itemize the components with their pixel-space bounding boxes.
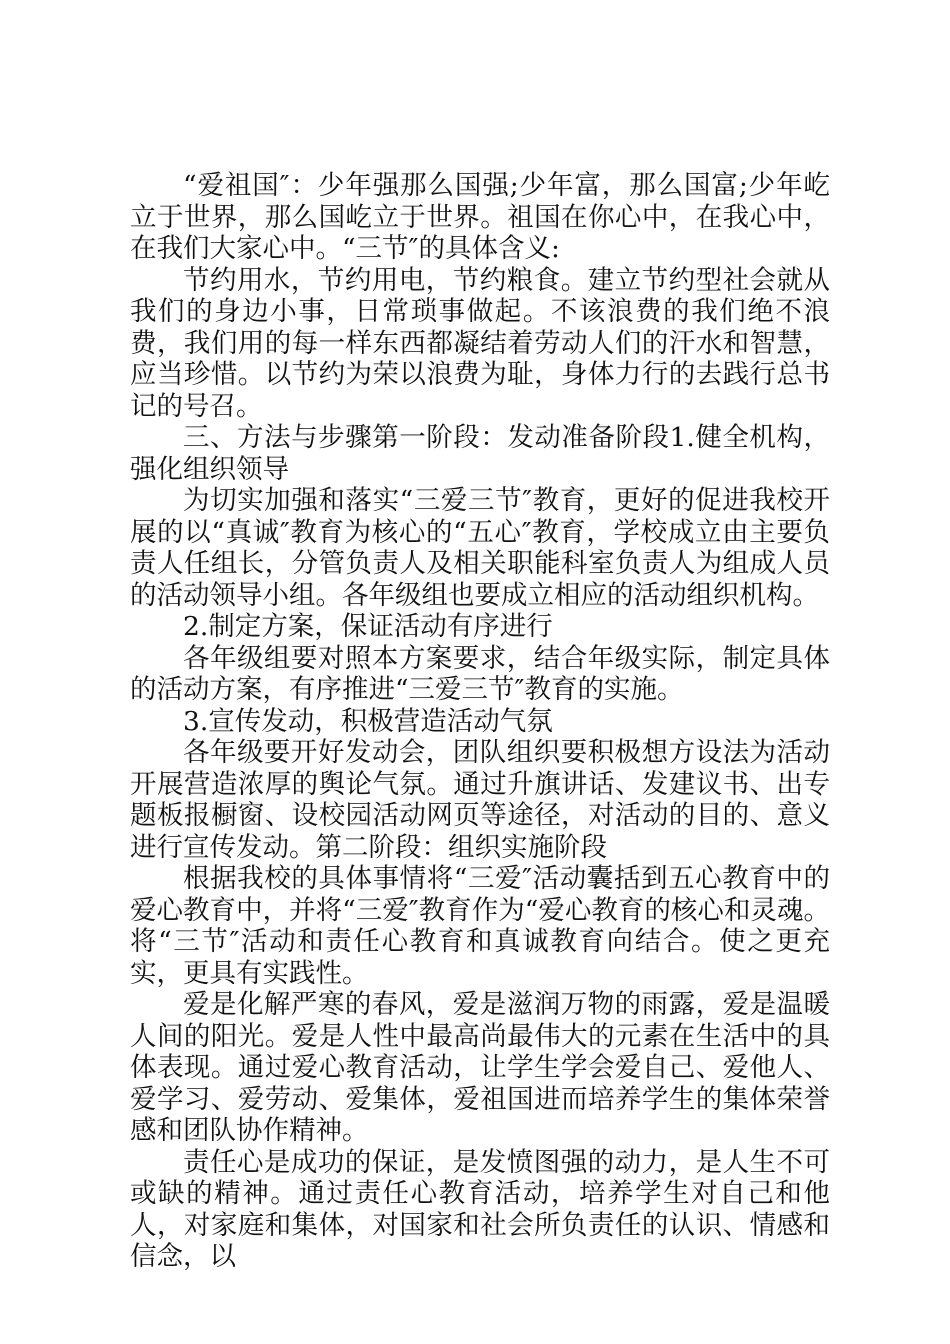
paragraph-responsibility: 责任心是成功的保证，是发愤图强的动力，是人生不可或缺的精神。通过责任心教育活动，培养学生对自己和他人，对家庭和集体，对国家和社会所负责任的认识、情感和信念，以 bbox=[130, 1146, 830, 1272]
paragraph-publicity: 各年级要开好发动会，团队组织要积极想方设法为活动开展营造浓厚的舆论气氛。通过升旗讲话、发建议书、出专题板报橱窗、设校园活动网页等途径，对活动的目的、意义进行宣传发动。第二阶段：组织实施阶段 bbox=[130, 737, 830, 863]
step-heading-plan: 2.制定方案，保证活动有序进行 bbox=[183, 611, 553, 642]
paragraph-love-motherland: “爱祖国″：少年强那么国强;少年富，那么国富;少年屹立于世界，那么国屹立于世界。祖国在你心中，在我心中，在我们大家心中。“三节″的具体含义: bbox=[130, 170, 830, 264]
paragraph-implementation: 根据我校的具体事情将“三爱″活动囊括到五心教育中的爱心教育中，并将“三爱″教育作为“爱心教育的核心和灵魂。将“三节″活动和责任心教育和真诚教育向结合。使之更充实，更具有实践性。 bbox=[130, 863, 830, 989]
document-page bbox=[130, 170, 830, 1273]
section-heading-methods: 三、方法与步骤第一阶段：发动准备阶段1.健全机构，强化组织领导 bbox=[130, 422, 830, 485]
step-heading-publicity: 3.宣传发动，积极营造活动气氛 bbox=[183, 705, 553, 737]
paragraph-leadership-group: 为切实加强和落实“三爱三节″教育，更好的促进我校开展的以“真诚″教育为核心的“五心″教育，学校成立由主要负责人任组长，分管负责人及相关职能科室负责人为组成人员的活动领导小组。各年级组也要成立相应的活动组织机构。 bbox=[130, 485, 830, 611]
paragraph-plan: 各年级组要对照本方案要求，结合年级实际，制定具体的活动方案，有序推进“三爱三节″教育的实施。 bbox=[130, 642, 830, 705]
paragraph-thrift-meaning: 节约用水，节约用电，节约粮食。建立节约型社会就从我们的身边小事，日常琐事做起。不该浪费的我们绝不浪费，我们用的每一样东西都凝结着劳动人们的汗水和智慧，应当珍惜。以节约为荣以浪费为耻，身体力行的去践行总书记的号召。 bbox=[130, 264, 830, 422]
paragraph-love-education: 爱是化解严寒的春风，爱是滋润万物的雨露，爱是温暖人间的阳光。爱是人性中最高尚最伟大的元素在生活中的具体表现。通过爱心教育活动，让学生学会爱自己、爱他人、爱学习、爱劳动、爱集体，爱祖国进而培养学生的集体荣誉感和团队协作精神。 bbox=[130, 989, 830, 1146]
